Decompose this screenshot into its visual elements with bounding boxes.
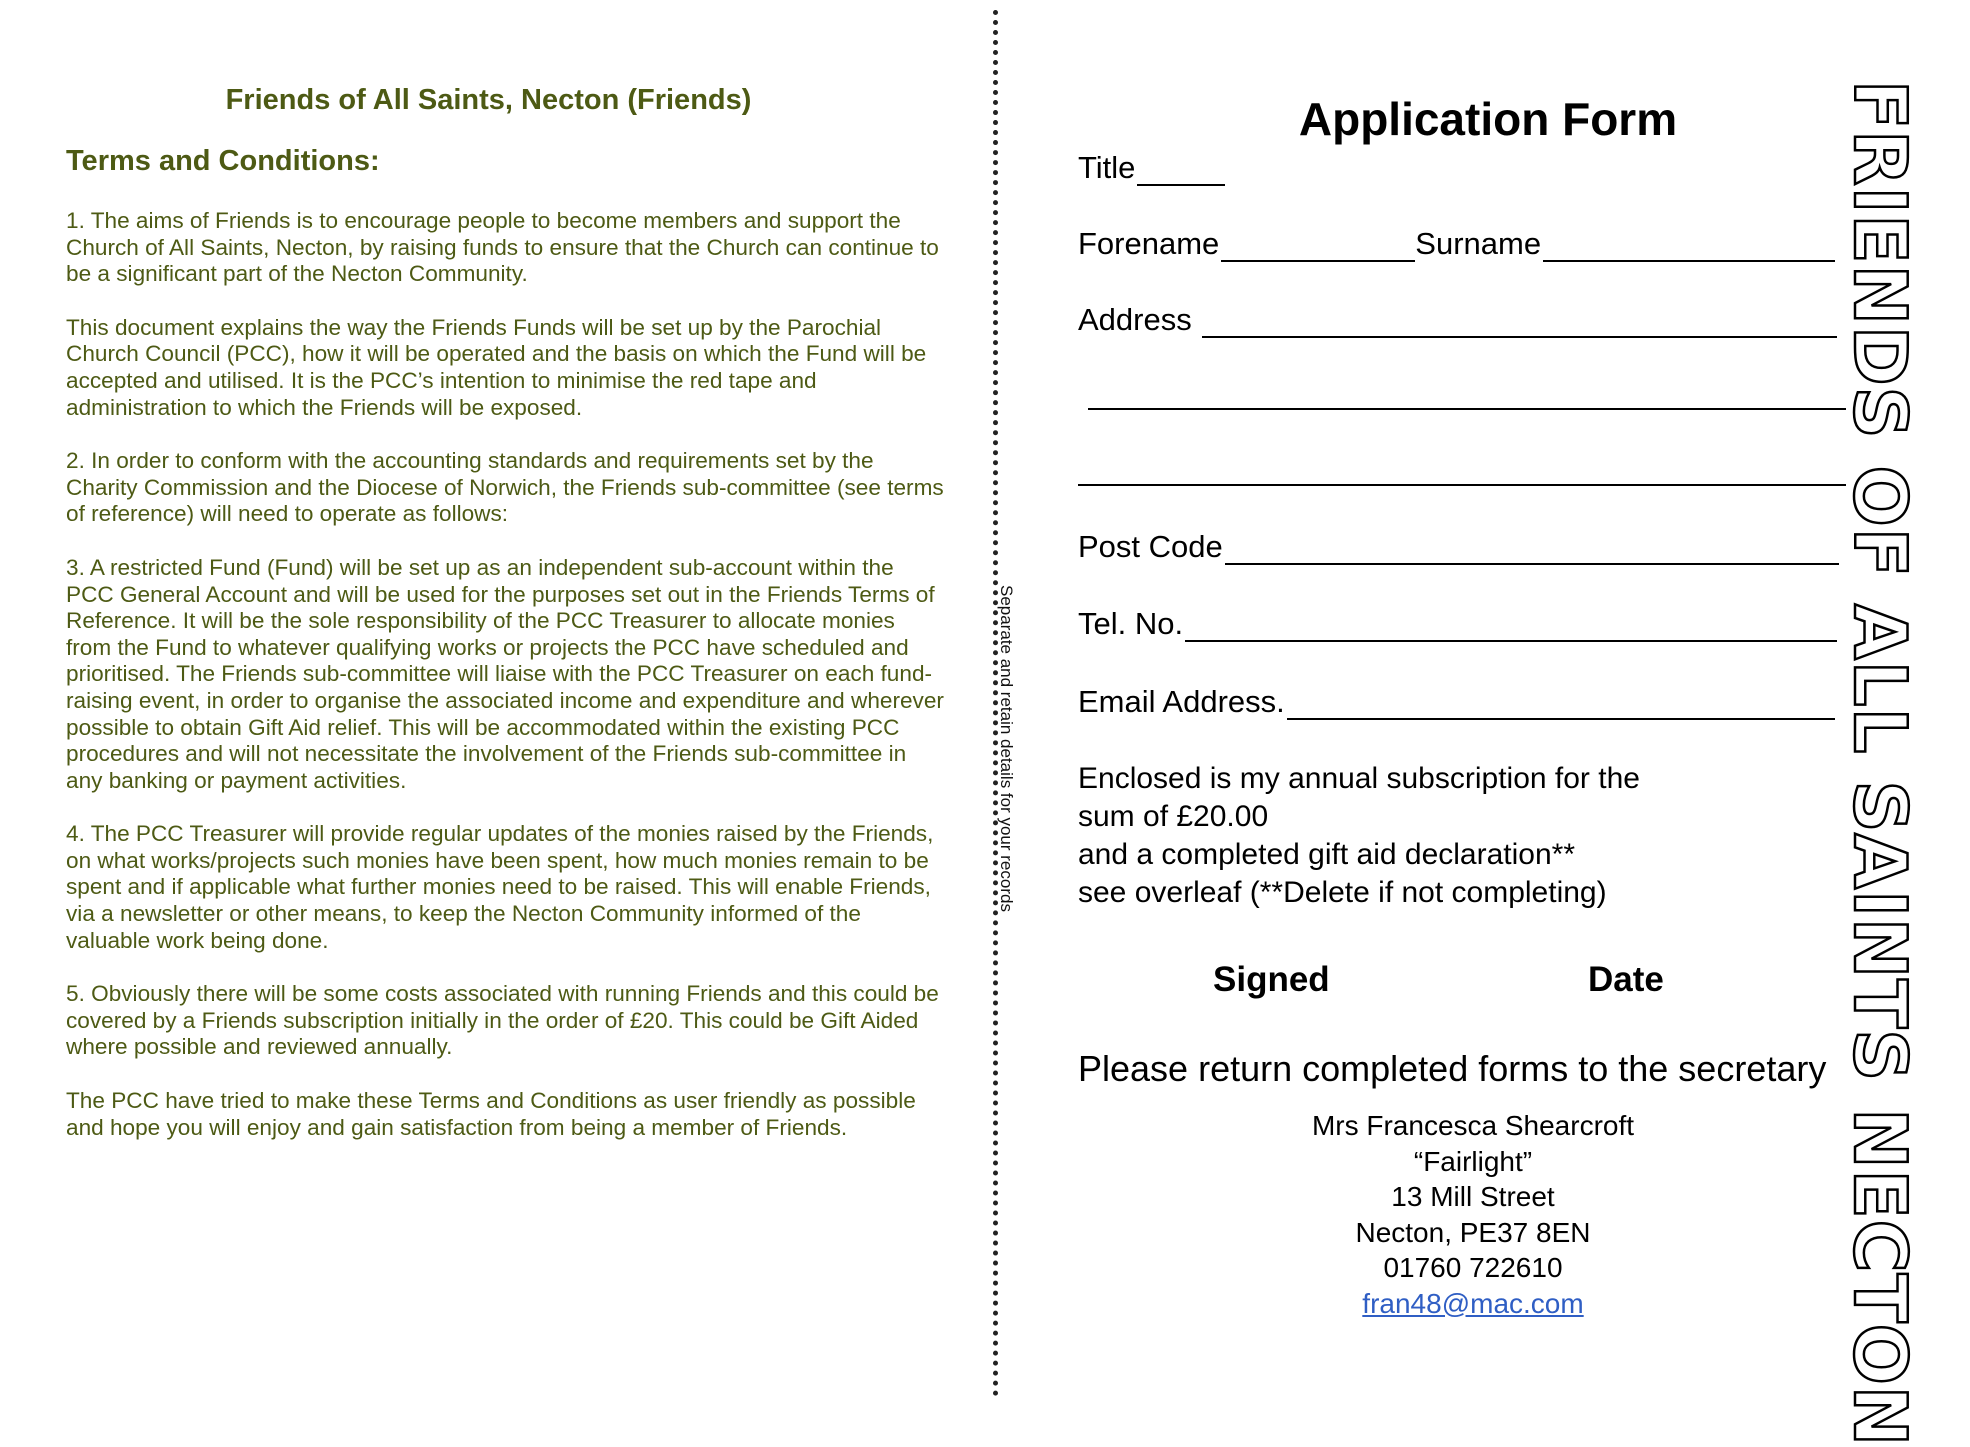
subscription-line: and a completed gift aid declaration** [1078, 838, 1575, 871]
signed-label: Signed [1213, 960, 1330, 999]
name-row [1078, 222, 1835, 262]
vertical-banner: FRIENDS OF ALL SAINTS NECTON [1838, 80, 1922, 1447]
address-row [1078, 298, 1837, 338]
secretary-name: Mrs Francesca Shearcroft [1311, 1110, 1635, 1141]
postcode-field[interactable] [1225, 533, 1839, 565]
email-field[interactable] [1287, 688, 1835, 720]
secretary-email-link[interactable]: fran48@mac.com [1362, 1287, 1584, 1319]
terms-paragraph: 2. In order to conform with the accounting standards and requirements set by the Charity Commission and the Diocese of Norwich, the Friends sub-committee (see terms of reference) will need to operate as follows: [66, 448, 944, 527]
tel-field[interactable] [1185, 610, 1837, 642]
address-label: Address [1078, 302, 1192, 337]
forename-label: Forename [1078, 226, 1220, 261]
secretary-address [1078, 1108, 1868, 1321]
address-field-line-3[interactable] [1078, 484, 1846, 486]
forename-field[interactable] [1221, 230, 1415, 262]
subscription-line: see overleaf (**Delete if not completing) [1078, 876, 1607, 909]
tel-label: Tel. No. [1078, 606, 1184, 641]
title-field[interactable] [1137, 154, 1225, 186]
tel-row [1078, 602, 1837, 642]
secretary-phone: 01760 722610 [1383, 1252, 1563, 1283]
terms-paragraph: 1. The aims of Friends is to encourage people to become members and support the Church of All Saints, Necton, by raising funds to ensure that the Church can continue to be a significant part of the Necton Community. [66, 208, 939, 287]
subscription-statement [1078, 760, 1838, 912]
postcode-label: Post Code [1078, 529, 1223, 564]
terms-heading: Friends of All Saints, Necton (Friends) [225, 84, 752, 116]
email-label: Email Address. [1078, 684, 1285, 719]
surname-label: Surname [1415, 226, 1542, 261]
postcode-row [1078, 525, 1839, 565]
terms-paragraph: 3. A restricted Fund (Fund) will be set up as an independent sub-account within the PCC General Account and will be used for the purposes set out in the Friends Terms of Reference. It will be the sole responsibility of the PCC Treasurer to allocate monies from the Fund to whatever qualifying works or projects the PCC have scheduled and prioritised. The Friends sub-committee will liaise with the PCC Treasurer on each fund-raising event, in order to organise the associated income and expenditure and wherever possible to obtain Gift Aid relief. This will be accommodated within the existing PCC procedures and will not necessitate the involvement of the Friends sub-committee in any banking or payment activities. [66, 554, 944, 793]
terms-paragraph: This document explains the way the Friends Funds will be set up by the Parochial Church Council (PCC), how it will be operated and the basis on which the Fund will be accepted and utilised. It is the PCC’s intention to minimise the red tape and administration to which the Friends will be exposed. [66, 314, 927, 420]
date-label: Date [1588, 960, 1664, 999]
secretary-house: “Fairlight” [1413, 1145, 1533, 1177]
form-title: Application Form [1298, 93, 1678, 145]
secretary-town: Necton, PE37 8EN [1355, 1216, 1591, 1248]
terms-section [66, 84, 946, 1168]
secretary-street: 13 Mill Street [1391, 1181, 1555, 1212]
surname-field[interactable] [1543, 230, 1835, 262]
terms-paragraph: 4. The PCC Treasurer will provide regular updates of the monies raised by the Friends, on what works/projects such monies have been spent, how much monies remain to be spent and if applicable what further monies need to be raised. This will enable Friends, via a newsletter or other means, to keep the Necton Community informed of the valuable work being done. [66, 821, 934, 953]
title-row [1078, 146, 1225, 186]
terms-subheading: Terms and Conditions: [66, 145, 380, 177]
email-row [1078, 680, 1835, 720]
subscription-line: Enclosed is my annual subscription for the [1078, 762, 1640, 795]
title-label: Title [1078, 150, 1136, 185]
address-field-line-2[interactable] [1088, 408, 1846, 410]
return-instructions: Please return completed forms to the secretary [1078, 1048, 1827, 1089]
terms-paragraph: The PCC have tried to make these Terms and Conditions as user friendly as possible and hope you will enjoy and gain satisfaction from being a member of Friends. [66, 1088, 916, 1140]
terms-paragraph: 5. Obviously there will be some costs associated with running Friends and this could be covered by a Friends subscription initially in the order of £20. This could be Gift Aided where possible and reviewed annually. [66, 981, 939, 1060]
subscription-line: sum of £20.00 [1078, 800, 1269, 833]
address-field-line-1[interactable] [1202, 306, 1837, 338]
separator-note: Separate and retain details for your records [997, 585, 1016, 912]
